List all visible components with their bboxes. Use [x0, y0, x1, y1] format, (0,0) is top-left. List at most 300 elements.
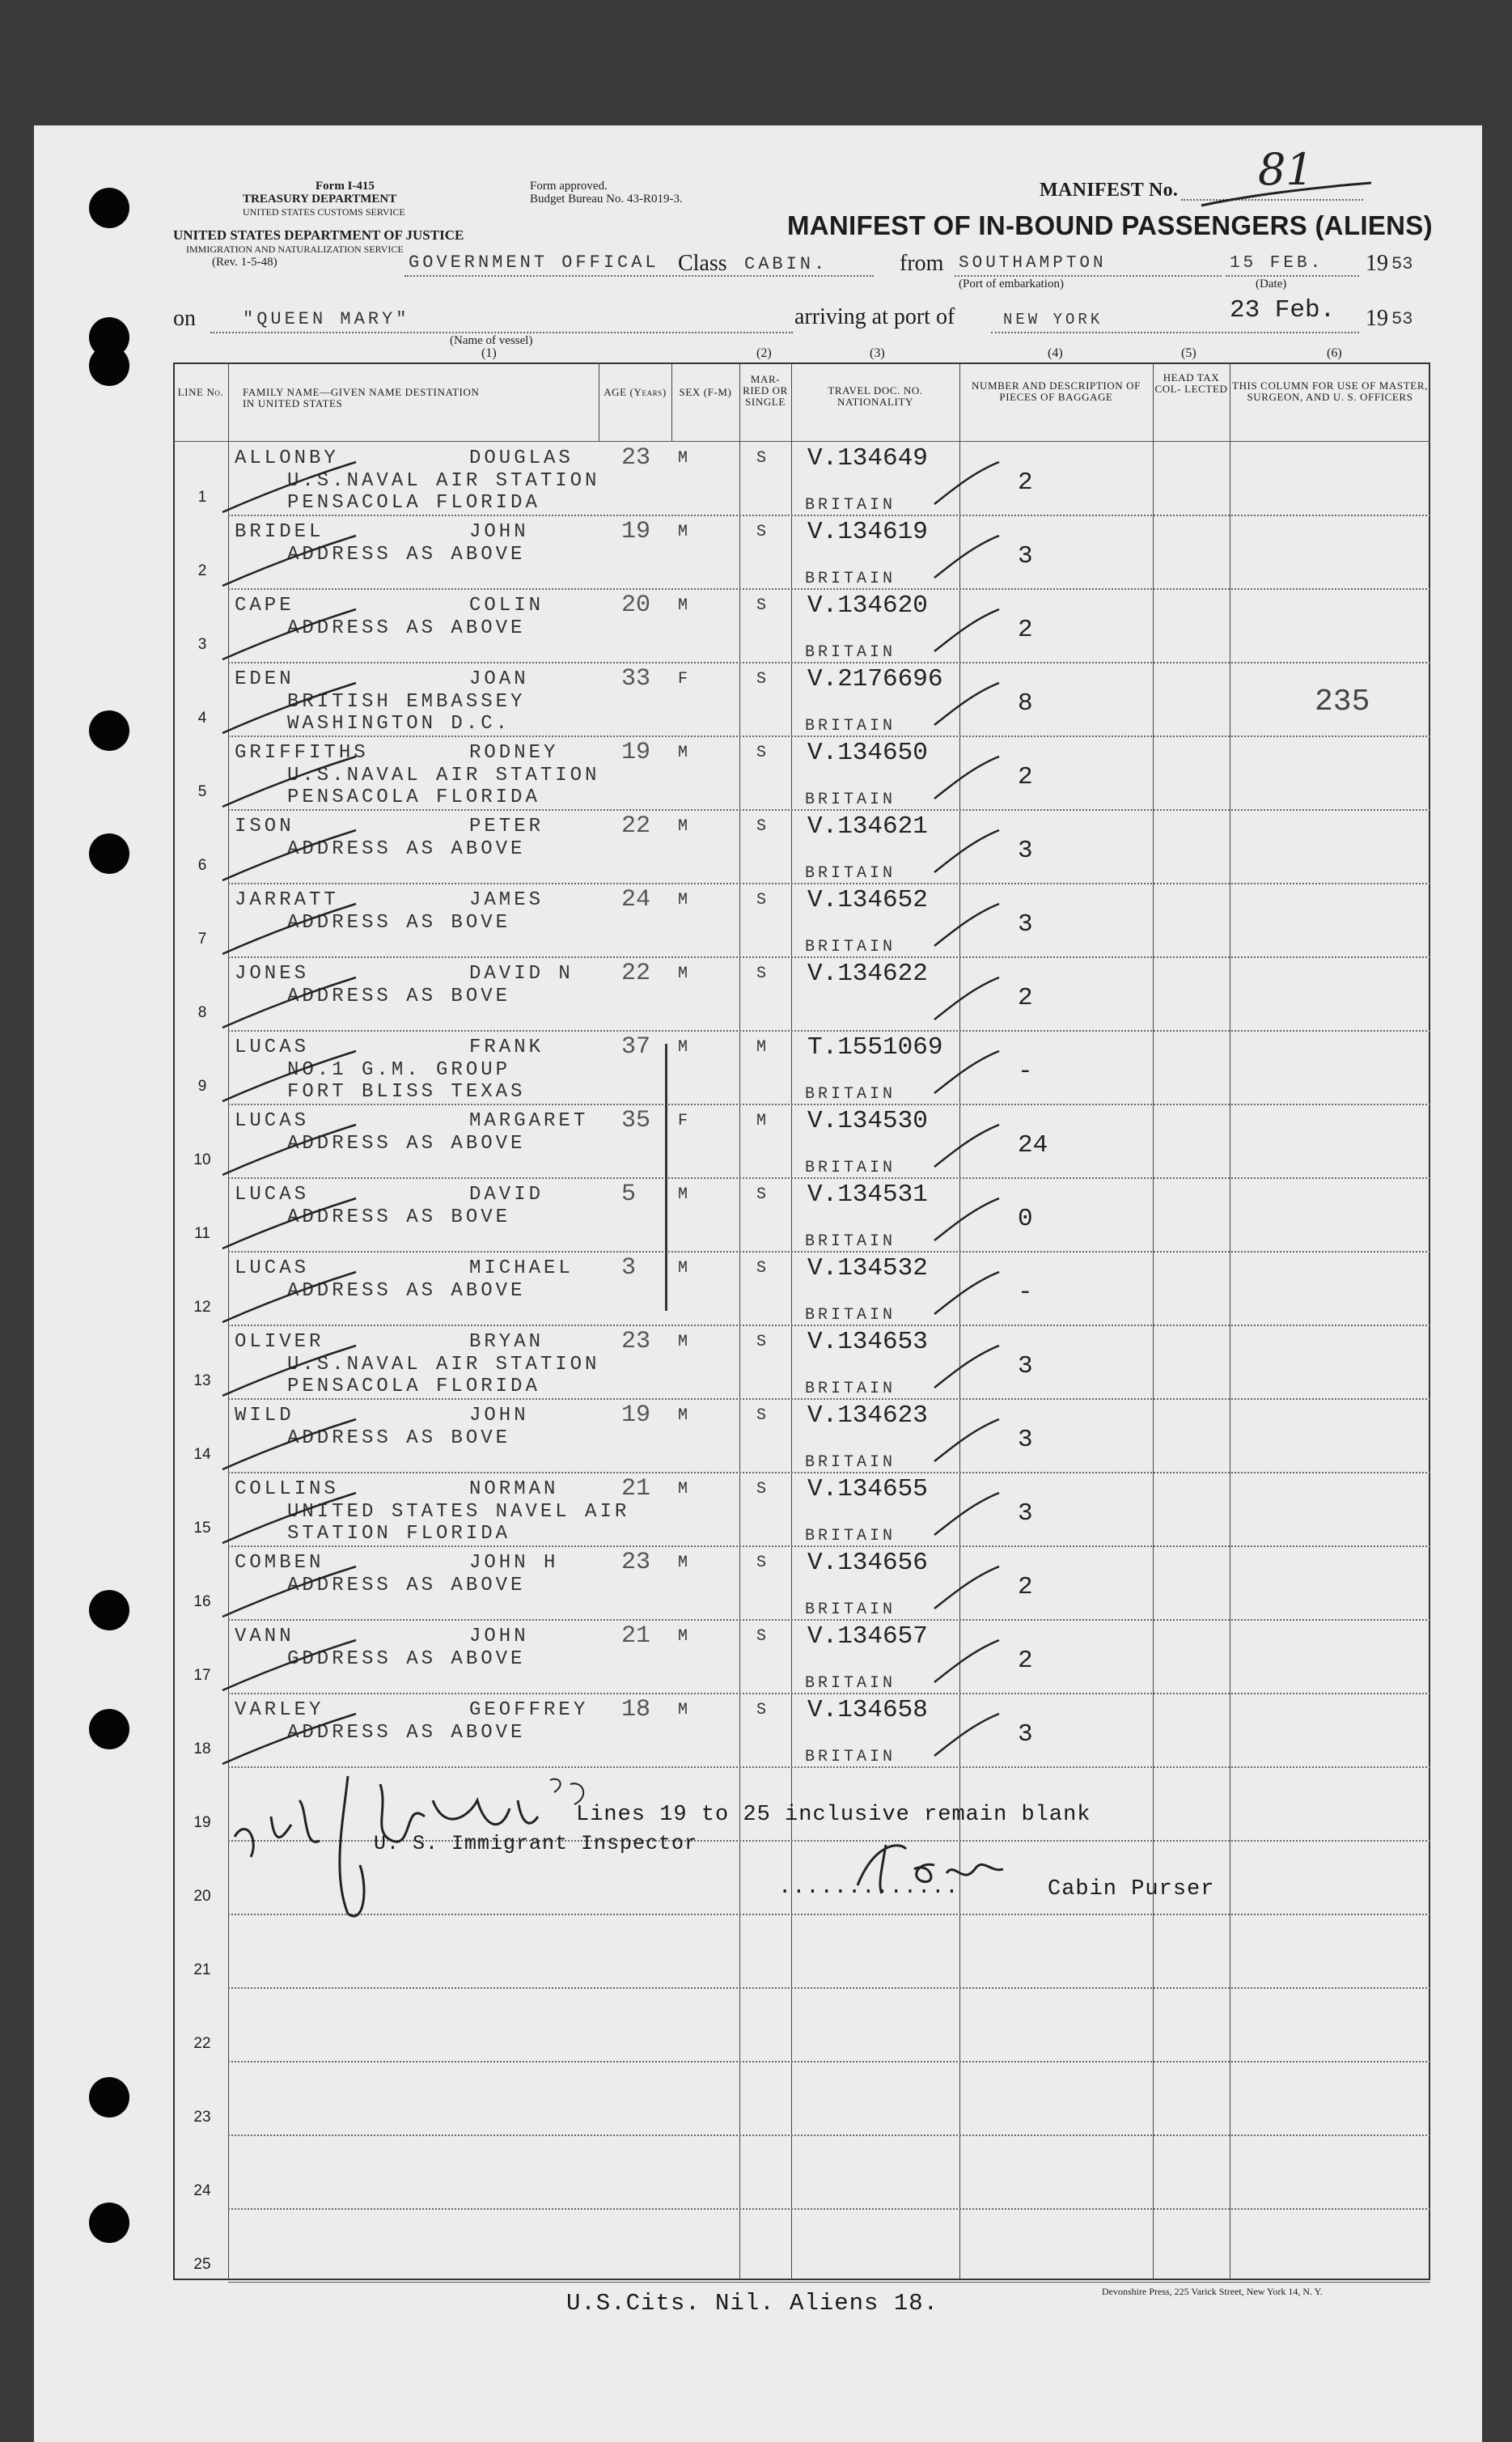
passenger-family-name: ALLONBY: [235, 447, 339, 469]
row-rule: [228, 1030, 1430, 1032]
departure-year: 53: [1391, 254, 1413, 274]
on-label: on: [173, 306, 196, 331]
passenger-age: 20: [621, 591, 651, 619]
doc-check-mark: [930, 1118, 1003, 1175]
doc-check-mark: [930, 1192, 1003, 1249]
col-line-no: LINE No.: [177, 386, 224, 398]
row-rule: [228, 515, 1430, 516]
col-sex: SEX (F-M): [679, 386, 732, 398]
passenger-given-name: GEOFFREY: [469, 1699, 589, 1721]
colnum-5: (5): [1181, 346, 1196, 360]
arrival-date: 23 Feb.: [1230, 296, 1336, 324]
passenger-baggage: 24: [1018, 1131, 1048, 1160]
passenger-baggage: 3: [1018, 1499, 1033, 1528]
passenger-baggage: 3: [1018, 1720, 1033, 1749]
passenger-destination: ADDRESS AS ABOVE: [287, 838, 526, 860]
passenger-destination: ADDRESS AS ABOVE: [287, 1133, 526, 1155]
passenger-destination: ADDRESS AS BOVE: [287, 1206, 511, 1228]
check-mark: [218, 529, 364, 594]
arrival-port: NEW YORK: [1003, 311, 1103, 329]
check-mark: [218, 1339, 364, 1404]
passenger-baggage: -: [1018, 1278, 1033, 1307]
passenger-marital-status: S: [756, 1554, 770, 1572]
col-officers-use: THIS COLUMN FOR USE OF MASTER, SURGEON, AND U. S. OFFICERS: [1232, 379, 1428, 403]
row-rule: [228, 809, 1430, 811]
passenger-marital-status: S: [756, 1480, 770, 1499]
passenger-given-name: MARGARET: [469, 1110, 589, 1132]
passenger-age: 37: [621, 1033, 651, 1061]
passenger-travel-doc: V.134658: [807, 1696, 928, 1724]
passenger-family-name: LUCAS: [235, 1110, 310, 1132]
row-rule: [228, 588, 1430, 590]
passenger-baggage: 8: [1018, 689, 1033, 718]
passenger-given-name: JOHN: [469, 1405, 529, 1427]
port-of-embarkation: SOUTHAMPTON: [959, 254, 1107, 273]
passenger-age: 19: [621, 739, 651, 766]
check-mark: [218, 456, 364, 520]
line-number: 13: [193, 1372, 211, 1389]
passenger-nationality: BRITAIN: [805, 864, 896, 883]
passenger-family-name: ISON: [235, 816, 294, 837]
passenger-travel-doc: V.134656: [807, 1549, 928, 1577]
passenger-sex: M: [678, 817, 692, 836]
row-rule: [228, 662, 1430, 663]
line-number: 5: [197, 783, 207, 800]
passenger-destination: ADDRESS AS ABOVE: [287, 617, 526, 639]
purser-dots: .............: [778, 1876, 959, 1900]
passenger-given-name: RODNEY: [469, 742, 559, 764]
form-approved: Form approved.: [530, 180, 608, 193]
passenger-destination: U.S.NAVAL AIR STATION: [287, 470, 600, 492]
line-number: 9: [197, 1078, 207, 1095]
manifest-no-label: MANIFEST No.: [1040, 180, 1179, 201]
passenger-marital-status: S: [756, 817, 770, 836]
passenger-marital-status: S: [756, 1701, 770, 1719]
printer-imprint: Devonshire Press, 225 Varick Street, New York 14, N. Y.: [1102, 2286, 1323, 2297]
doc-check-mark: [930, 750, 1003, 807]
passenger-nationality: BRITAIN: [805, 1232, 896, 1251]
passenger-nationality: BRITAIN: [805, 1085, 896, 1104]
vessel-name: "QUEEN MARY": [243, 309, 410, 329]
arrival-year-prefix: 19: [1366, 306, 1388, 331]
passenger-sex: M: [678, 891, 692, 909]
colnum-1: (1): [481, 346, 497, 360]
passenger-destination: ADDRESS AS ABOVE: [287, 1280, 526, 1302]
passenger-family-name: JARRATT: [235, 889, 339, 911]
passenger-baggage: 3: [1018, 542, 1033, 570]
line-number: 22: [193, 2035, 211, 2052]
row-rule: [228, 736, 1430, 737]
row-rule: [228, 2208, 1430, 2210]
passenger-marital-status: S: [756, 744, 770, 762]
binder-hole: [89, 2202, 129, 2243]
check-mark: [218, 1266, 364, 1330]
line-number: 3: [197, 636, 207, 653]
passenger-baggage: 2: [1018, 616, 1033, 644]
passenger-travel-doc: V.134621: [807, 812, 928, 841]
col-age: AGE (Years): [604, 386, 667, 398]
blank-lines-note: Lines 19 to 25 inclusive remain blank: [576, 1803, 1091, 1827]
line-number: 19: [193, 1814, 211, 1831]
passenger-age: 24: [621, 886, 651, 914]
budget-bureau: Budget Bureau No. 43-R019-3.: [530, 193, 683, 206]
passenger-nationality: BRITAIN: [805, 1380, 896, 1398]
doc-check-mark: [930, 1266, 1003, 1322]
row-rule: [228, 1472, 1430, 1473]
check-mark: [218, 676, 364, 741]
passenger-family-name: COMBEN: [235, 1552, 324, 1574]
row-rule: [228, 1619, 1430, 1621]
passenger-given-name: BRYAN: [469, 1331, 544, 1353]
line-number: 14: [193, 1446, 211, 1463]
passenger-sex: M: [678, 1701, 692, 1719]
cabin-purser-label: Cabin Purser: [1048, 1877, 1215, 1901]
colnum-2: (2): [756, 346, 772, 360]
passenger-family-name: LUCAS: [235, 1184, 310, 1206]
passenger-given-name: JOHN: [469, 1626, 529, 1647]
passenger-marital-status: S: [756, 1627, 770, 1646]
doc-check-mark: [930, 529, 1003, 586]
passenger-travel-doc: V.134530: [807, 1107, 928, 1135]
passenger-destination: UNITED STATES NAVEL AIR: [287, 1501, 630, 1523]
binder-hole: [89, 1590, 129, 1630]
passenger-destination: NO.1 G.M. GROUP: [287, 1059, 511, 1081]
passenger-marital-status: S: [756, 523, 770, 541]
passenger-sex: M: [678, 449, 692, 468]
doc-check-mark: [930, 676, 1003, 733]
row-rule: [228, 1325, 1430, 1326]
row-rule: [228, 2282, 1430, 2283]
passenger-family-name: CAPE: [235, 595, 294, 617]
passenger-baggage: 2: [1018, 984, 1033, 1012]
immigrant-inspector-label: U. S. Immigrant Inspector: [374, 1832, 698, 1855]
row-rule: [228, 1251, 1430, 1253]
col-travel-doc: TRAVEL DOC. NO. NATIONALITY: [828, 384, 923, 408]
departure-date: 15 FEB.: [1230, 254, 1324, 273]
passenger-nationality: BRITAIN: [805, 1453, 896, 1472]
passenger-sex: F: [678, 670, 692, 689]
passenger-travel-doc: V.134623: [807, 1401, 928, 1430]
row-rule: [228, 2135, 1430, 2136]
line-number: 17: [193, 1667, 211, 1684]
passenger-given-name: JOAN: [469, 668, 529, 690]
col-name-destination: FAMILY NAME—GIVEN NAME DESTINATION IN UNITED STATES: [243, 386, 480, 409]
doc-check-mark: [930, 603, 1003, 659]
line-number: 23: [193, 2109, 211, 2126]
passenger-sex: M: [678, 1038, 692, 1057]
binder-hole: [89, 833, 129, 874]
check-mark: [218, 603, 364, 668]
class-prefix: GOVERNMENT OFFICAL: [409, 252, 659, 273]
passenger-nationality: BRITAIN: [805, 717, 896, 736]
passenger-baggage: 3: [1018, 1352, 1033, 1380]
line-number: 8: [197, 1004, 207, 1021]
inspector-signature: [227, 1752, 599, 1946]
passenger-baggage: -: [1018, 1058, 1033, 1086]
passenger-destination-2: WASHINGTON D.C.: [287, 713, 511, 735]
passenger-given-name: MICHAEL: [469, 1257, 574, 1279]
form-revision: (Rev. 1-5-48): [212, 256, 277, 269]
passenger-nationality: BRITAIN: [805, 1748, 896, 1766]
check-mark: [218, 750, 364, 815]
line-number: 21: [193, 1961, 211, 1978]
passenger-travel-doc: V.134649: [807, 444, 928, 473]
treasury-dept: TREASURY DEPARTMENT: [243, 193, 397, 206]
totals: U.S.Cits. Nil. Aliens 18.: [566, 2290, 939, 2317]
passenger-marital-status: M: [756, 1038, 770, 1057]
passenger-destination: U.S.NAVAL AIR STATION: [287, 765, 600, 786]
class-value: CABIN.: [744, 254, 828, 274]
passenger-baggage: 3: [1018, 1426, 1033, 1454]
line-number: 20: [193, 1888, 211, 1905]
passenger-sex: M: [678, 965, 692, 983]
passenger-age: 33: [621, 665, 651, 693]
passenger-baggage: 3: [1018, 910, 1033, 939]
passenger-marital-status: S: [756, 1333, 770, 1351]
colnum-3: (3): [870, 346, 885, 360]
passenger-given-name: JAMES: [469, 889, 544, 911]
passenger-nationality: BRITAIN: [805, 1306, 896, 1325]
passenger-given-name: COLIN: [469, 595, 544, 617]
passenger-destination: ADDRESS AS ABOVE: [287, 1575, 526, 1596]
passenger-destination-2: PENSACOLA FLORIDA: [287, 1376, 540, 1397]
passenger-destination: ADDRESS AS BOVE: [287, 1427, 511, 1449]
check-mark: [218, 1413, 364, 1477]
passenger-family-name: LUCAS: [235, 1257, 310, 1279]
doc-check-mark: [930, 1707, 1003, 1764]
passenger-nationality: BRITAIN: [805, 496, 896, 515]
passenger-family-name: LUCAS: [235, 1037, 310, 1058]
line-number: 25: [193, 2256, 211, 2273]
row-rule: [228, 1104, 1430, 1105]
col-married: MAR- RIED OR SINGLE: [743, 373, 788, 408]
row-rule: [228, 883, 1430, 884]
check-mark: [218, 897, 364, 962]
customs-service: UNITED STATES CUSTOMS SERVICE: [243, 206, 405, 218]
passenger-nationality: BRITAIN: [805, 791, 896, 809]
row-rule: [228, 956, 1430, 958]
passenger-marital-status: S: [756, 449, 770, 468]
class-label: Class: [678, 251, 727, 276]
check-mark: [218, 1118, 364, 1183]
date-caption: (Date): [1256, 278, 1287, 290]
line-number: 10: [193, 1151, 211, 1168]
passenger-age: 22: [621, 960, 651, 987]
binder-hole: [89, 710, 129, 751]
passenger-family-name: EDEN: [235, 668, 294, 690]
passenger-nationality: BRITAIN: [805, 643, 896, 662]
ins-service: IMMIGRATION AND NATURALIZATION SERVICE: [186, 244, 404, 255]
passenger-travel-doc: V.134619: [807, 518, 928, 546]
passenger-travel-doc: V.134657: [807, 1622, 928, 1651]
passenger-family-name: VANN: [235, 1626, 294, 1647]
passenger-destination: ADDRESS AS ABOVE: [287, 544, 526, 566]
doc-check-mark: [930, 971, 1003, 1028]
passenger-age: 35: [621, 1107, 651, 1134]
passenger-family-name: COLLINS: [235, 1478, 339, 1500]
doc-check-mark: [930, 1339, 1003, 1396]
passenger-destination-2: PENSACOLA FLORIDA: [287, 786, 540, 808]
form-number: Form I-415: [316, 180, 375, 193]
check-mark: [218, 1560, 364, 1625]
passenger-travel-doc: V.134620: [807, 591, 928, 620]
passenger-travel-doc: V.134531: [807, 1181, 928, 1209]
passenger-destination: ADDRESS AS BOVE: [287, 912, 511, 934]
binder-hole: [89, 346, 129, 386]
passenger-destination-2: PENSACOLA FLORIDA: [287, 492, 540, 514]
passenger-marital-status: S: [756, 891, 770, 909]
manifest-number: 81: [1258, 144, 1314, 195]
row-rule: [228, 1545, 1430, 1547]
arriving-label: arriving at port of: [794, 304, 955, 329]
passenger-sex: M: [678, 1480, 692, 1499]
passenger-baggage: 2: [1018, 468, 1033, 497]
manifest-stroke-mark: [1197, 180, 1375, 212]
passenger-sex: M: [678, 596, 692, 615]
passenger-destination: GDDRESS AS ABOVE: [287, 1648, 526, 1670]
col-baggage: NUMBER AND DESCRIPTION OF PIECES OF BAGGAGE: [972, 379, 1141, 403]
doc-check-mark: [930, 1486, 1003, 1543]
passenger-given-name: DAVID: [469, 1184, 544, 1206]
passenger-destination: BRITISH EMBASSEY: [287, 691, 526, 713]
passenger-marital-status: S: [756, 1259, 770, 1278]
passenger-age: 19: [621, 518, 651, 545]
passenger-destination-2: FORT BLISS TEXAS: [287, 1081, 526, 1103]
doc-check-mark: [930, 1560, 1003, 1617]
passenger-baggage: 3: [1018, 837, 1033, 865]
passenger-marital-status: S: [756, 1406, 770, 1425]
row-rule: [228, 2061, 1430, 2063]
passenger-family-name: JONES: [235, 963, 310, 985]
check-mark: [218, 1045, 364, 1109]
passenger-sex: M: [678, 1627, 692, 1646]
row-rule: [228, 1398, 1430, 1400]
passenger-baggage: 2: [1018, 1647, 1033, 1675]
passenger-sex: F: [678, 1112, 692, 1130]
passenger-destination: U.S.NAVAL AIR STATION: [287, 1354, 600, 1376]
passenger-travel-doc: V.134653: [807, 1328, 928, 1356]
passenger-nationality: BRITAIN: [805, 938, 896, 956]
passenger-travel-doc: V.134622: [807, 960, 928, 988]
doc-check-mark: [930, 1045, 1003, 1101]
passenger-baggage: 2: [1018, 763, 1033, 791]
passenger-family-name: BRIDEL: [235, 521, 324, 543]
passenger-travel-doc: V.134652: [807, 886, 928, 914]
doc-check-mark: [930, 1634, 1003, 1690]
passenger-family-name: OLIVER: [235, 1331, 324, 1353]
colnum-4: (4): [1048, 346, 1063, 360]
binder-hole: [89, 1709, 129, 1749]
passenger-age: 22: [621, 812, 651, 840]
port-embark-caption: (Port of embarkation): [959, 278, 1064, 290]
arrival-year: 53: [1391, 309, 1413, 329]
passenger-destination: ADDRESS AS BOVE: [287, 986, 511, 1007]
passenger-age: 21: [621, 1622, 651, 1650]
passenger-age: 3: [621, 1254, 637, 1282]
passenger-sex: M: [678, 1185, 692, 1204]
line-number: 2: [197, 562, 207, 579]
passenger-sex: M: [678, 1259, 692, 1278]
line-number: 12: [193, 1299, 211, 1316]
line-number: 16: [193, 1593, 211, 1610]
check-mark: [218, 1192, 364, 1257]
check-mark: [218, 1634, 364, 1698]
line-number: 18: [193, 1740, 211, 1757]
purser-signature: [841, 1837, 1011, 1901]
passenger-travel-doc: V.2176696: [807, 665, 943, 693]
row-rule: [228, 1987, 1430, 1989]
passenger-marital-status: S: [756, 596, 770, 615]
line-number: 6: [197, 857, 207, 874]
passenger-nationality: BRITAIN: [805, 1674, 896, 1693]
passenger-age: 19: [621, 1401, 651, 1429]
passenger-nationality: BRITAIN: [805, 1159, 896, 1177]
passenger-given-name: DOUGLAS: [469, 447, 574, 469]
line-number: 24: [193, 2182, 211, 2199]
passenger-age: 23: [621, 1328, 651, 1355]
passenger-family-name: WILD: [235, 1405, 294, 1427]
passenger-age: 5: [621, 1181, 637, 1208]
check-mark: [218, 1486, 364, 1551]
passenger-destination: ADDRESS AS ABOVE: [287, 1722, 526, 1744]
passenger-sex: M: [678, 1406, 692, 1425]
passenger-baggage: 2: [1018, 1573, 1033, 1601]
passenger-nationality: BRITAIN: [805, 1527, 896, 1545]
manifest-title: MANIFEST OF IN-BOUND PASSENGERS (ALIENS): [787, 210, 1433, 240]
colnum-6: (6): [1327, 346, 1342, 360]
line-number: 1: [197, 489, 207, 506]
row-rule: [228, 1693, 1430, 1694]
vessel-caption: (Name of vessel): [450, 334, 533, 347]
justice-dept: UNITED STATES DEPARTMENT OF JUSTICE: [173, 227, 464, 243]
passenger-family-name: GRIFFITHS: [235, 742, 369, 764]
line-number: 7: [197, 931, 207, 948]
passenger-given-name: FRANK: [469, 1037, 544, 1058]
passenger-given-name: JOHN H: [469, 1552, 559, 1574]
check-mark: [218, 971, 364, 1036]
passenger-sex: M: [678, 1333, 692, 1351]
line-number: 11: [194, 1225, 210, 1242]
check-mark: [218, 824, 364, 888]
doc-check-mark: [930, 1413, 1003, 1469]
passenger-marital-status: S: [756, 965, 770, 983]
passenger-marital-status: M: [756, 1112, 770, 1130]
col-head-tax: HEAD TAX COL- LECTED: [1154, 371, 1228, 395]
passenger-destination-2: STATION FLORIDA: [287, 1523, 511, 1545]
from-label: from: [900, 251, 944, 276]
passenger-baggage: 0: [1018, 1205, 1033, 1233]
passenger-nationality: BRITAIN: [805, 1600, 896, 1619]
passenger-sex: M: [678, 523, 692, 541]
passenger-family-name: VARLEY: [235, 1699, 324, 1721]
passenger-given-name: JOHN: [469, 521, 529, 543]
passenger-given-name: NORMAN: [469, 1478, 559, 1500]
passenger-given-name: PETER: [469, 816, 544, 837]
passenger-travel-doc: V.134650: [807, 739, 928, 767]
passenger-travel-doc: V.134532: [807, 1254, 928, 1282]
passenger-marital-status: S: [756, 670, 770, 689]
passenger-marital-status: S: [756, 1185, 770, 1204]
passenger-nationality: BRITAIN: [805, 570, 896, 588]
passenger-given-name: DAVID N: [469, 963, 574, 985]
binder-hole: [89, 2077, 129, 2118]
binder-hole: [89, 188, 129, 228]
line-number: 4: [197, 710, 207, 727]
passenger-sex: M: [678, 744, 692, 762]
doc-check-mark: [930, 456, 1003, 512]
passenger-age: 18: [621, 1696, 651, 1723]
line-number: 15: [193, 1520, 211, 1537]
